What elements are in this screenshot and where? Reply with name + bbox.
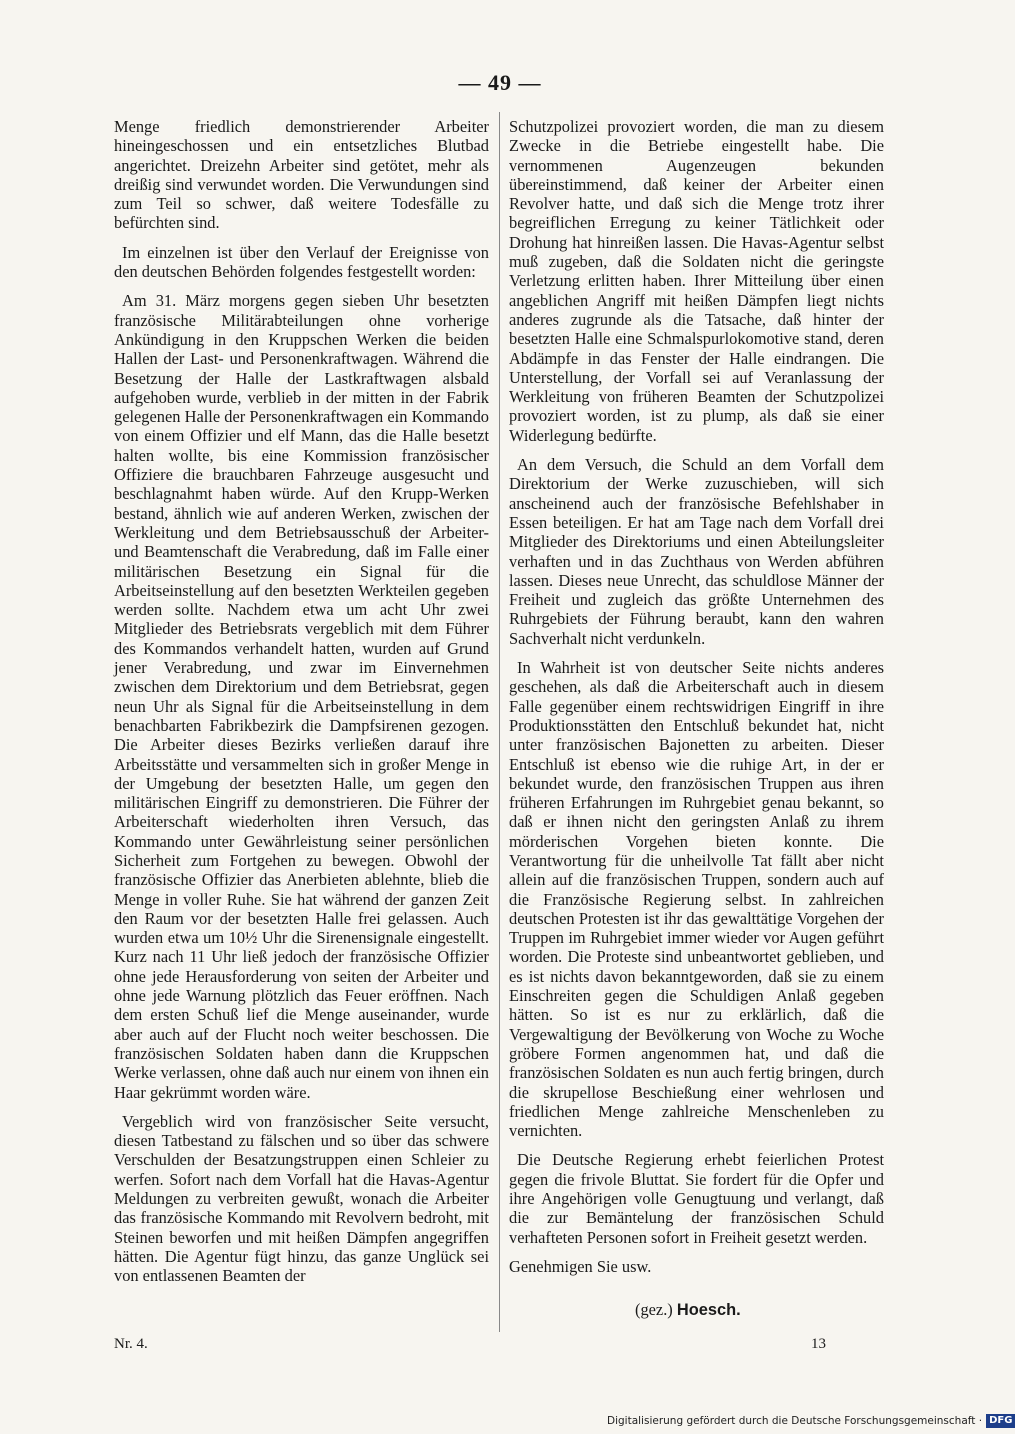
left-paragraph-1: Menge friedlich demonstrierender Arbeiter hineingeschossen und ein entsetzliches Blutbad angerichtet. Dreizehn Arbeiter sind getötet, mehr als dreißig sind verwundet worden. Die Verwundungen sind zum Teil so schwer, daß weitere Todesfälle zu befürchten sind. <box>114 117 489 233</box>
signature <box>509 1300 884 1320</box>
right-column <box>509 117 884 1321</box>
right-paragraph-2: An dem Versuch, die Schuld an dem Vorfall dem Direktorium der Werke zuzuschieben, will sich anscheinend auch der französische Befehlshaber in Essen beteiligen. Er hat am Tage nach dem Vorfall drei Mitglieder des Direktoriums und einen Abteilungsleiter verhaften und in das Zuchthaus von Werden abführen lassen. Dieses neue Unrecht, das schuldlose Männer der Freiheit und zugleich das größte Unternehmen des Ruhrgebiets der Führung beraubt, kann den wahren Sachverhalt nicht verdunkeln. <box>509 455 884 648</box>
column-divider <box>499 112 500 1332</box>
page-number: — 49 — <box>458 70 542 95</box>
left-paragraph-3: Am 31. März morgens gegen sieben Uhr besetzten französische Militärabteilungen ohne vorherige Ankündigung in den Kruppschen Werken die beiden Hallen der Last- und Personenkraftwagen. Während die Besetzung der Halle der Lastkraftwagen alsbald aufgehoben wurde, verblieb in der mitten in der Fabrik gelegenen Halle der Personenkraftwagen ein Kommando von einem Offizier und elf Mann, das die Halle besetzt halten wollte, bis eine Kommission französischer Offiziere die brauchbaren Fahrzeuge ausgesucht und beschlagnahmt haben würde. Auf den Krupp-Werken bestand, ähnlich wie auf anderen Werken, zwischen der Werkleitung und dem Betriebsausschuß der Arbeiter- und Beamtenschaft die Verabredung, daß im Falle einer militärischen Besetzung ein Signal für die Arbeitseinstellung auf den besetzten Werkteilen gegeben werden sollte. Nachdem etwa um acht Uhr zwei Mitglieder des Betriebsrats vergeblich mit dem Führer des Kommandos verhandelt hatten, wurden auf Grund jener Verabredung, und zwar im Einvernehmen zwischen dem Direktorium und dem Betriebsrat, gegen neun Uhr als Signal für die Arbeitseinstellung in dem benachbarten Fabrikbezirk die Dampfsirenen gezogen. Die Arbeiter dieses Bezirks verließen darauf ihre Arbeitsstätte und versammelten sich in großer Menge in der Umgebung der besetzten Halle, um gegen den militärischen Eingriff zu demonstrieren. Die Führer der Arbeiterschaft wiederholten ihren Versuch, das Kommando unter Gewährleistung seiner persönlichen Sicherheit zum Fortgehen zu bewegen. Obwohl der französische Offizier das Anerbieten ablehnte, blieb die Menge in voller Ruhe. Sie hat während der ganzen Zeit den Raum vor der besetzten Halle frei gelassen. Auch wurden etwa um 10½ Uhr die Sirenensignale eingestellt. Kurz nach 11 Uhr ließ jedoch der französische Offizier ohne jede Herausforderung von seiten der Arbeiter und ohne jede Warnung plötzlich das Feuer eröffnen. Nach dem ersten Schuß lief die Menge auseinander, wurde aber auch auf der Flucht noch weiter beschossen. Die französischen Soldaten haben dann die Kruppschen Werke verlassen, ohne daß auch nur einem von ihnen ein Haar gekrümmt worden wäre. <box>114 291 489 1102</box>
signature-name: Hoesch. <box>676 1301 741 1320</box>
left-paragraph-2: Im einzelnen ist über den Verlauf der Ereignisse von den deutschen Behörden folgendes festgestellt worden: <box>114 242 489 282</box>
left-column <box>114 117 489 1286</box>
digitization-credit <box>607 1414 1015 1428</box>
credit-text: Digitalisierung gefördert durch die Deutsche Forschungsgemeinschaft · <box>607 1415 983 1427</box>
left-paragraph-4: Vergeblich wird von französischer Seite versucht, diesen Tatbestand zu fälschen und so über das schwere Verschulden der Besatzungstruppen einen Schleier zu werfen. Sofort nach dem Vorfall hat die Havas-Agentur Meldungen zu verbreiten gewußt, wonach die Arbeiter das französische Kommando mit Revolvern bedroht, mit Steinen beworfen und mit heißen Dämpfen angegriffen hätten. Die Agentur fügt hinzu, das ganze Unglück sei von entlassenen Beamten der <box>114 1111 489 1286</box>
right-paragraph-3: In Wahrheit ist von deutscher Seite nichts anderes geschehen, als daß die Arbeiterschaft auch in diesem Falle gegenüber einem rechtswidrigen Eingriff in ihre Produktionsstätten den Entschluß bekundet hat, nicht unter französischen Bajonetten zu arbeiten. Dieser Entschluß ist ebenso wie die ruhige Art, in der er bekundet wurde, den französischen Truppen aus ihren früheren Erfahrungen im Ruhrgebiet genau bekannt, so daß er ihnen nicht den geringsten Anlaß zu ihrem mörderischen Vorgehen bieten konnte. Die Verantwortung für die unheilvolle Tat fällt aber nicht allein auf die französischen Truppen, sondern auch auf die Französische Regierung selbst. In zahlreichen deutschen Protesten ist ihr das gewalttätige Vorgehen der Truppen im Ruhrgebiet immer wieder vor Augen geführt worden. Die Proteste sind unbeantwortet geblieben, und es ist nichts davon bekanntgeworden, daß sie zu einem Einschreiten gegen die Schuldigen Anlaß gegeben hätten. So ist es nur zu erklärlich, daß die Vergewaltigung der Bevölkerung von Woche zu Woche gröbere Formen angenommen hat, und daß die französischen Soldaten es nun auch fertig bringen, durch die skrupellose Beschießung einer wehrlosen und friedlichen Menge zahlreiche Menschenleben zu vernichten. <box>509 658 884 1141</box>
closing-greeting: Genehmigen Sie usw. <box>509 1256 652 1276</box>
right-paragraph-1: Schutzpolizei provoziert worden, die man zu diesem Zwecke in die Betriebe eingestellt habe. Die vernommenen Augenzeugen bekunden übereinstimmend, daß keiner der Arbeiter einen Revolver hatte, und daß sich die Menge trotz ihrer begreiflichen Erregung zu keiner Tätlichkeit oder Drohung hat hinreißen lassen. Die Havas-Agentur selbst muß zugeben, daß die Soldaten nicht die geringste Verletzung erlitten haben. Ihrer Mitteilung über einen angeblichen Angriff mit heißen Dämpfen liegt nichts anderes zugrunde als die Tatsache, daß hinter der besetzten Halle eine Schmalspurlokomotive stand, deren Abdämpfe in das Fenster der Halle eindrangen. Die Unterstellung, der Vorfall sei auf Veranlassung der Werkleitung von früheren Beamten der Schutzpolizei provoziert worden, ist zu plump, als daß sie einer Widerlegung bedürfte. <box>509 117 884 445</box>
dfg-logo: DFG <box>986 1414 1015 1428</box>
right-paragraph-4: Die Deutsche Regierung erhebt feierlichen Protest gegen die frivole Bluttat. Sie fordert für die Opfer und ihre Angehörigen volle Genugtuung und verlangt, daß die zur Bemäntelung der französischen Schuld verhafteten Personen sofort in Freiheit gesetzt werden. <box>509 1150 884 1247</box>
signature-prefix: (gez.) <box>635 1300 673 1320</box>
footer-issue-number: Nr. 4. <box>114 1336 148 1352</box>
footer-sheet-number: 13 <box>811 1336 826 1352</box>
